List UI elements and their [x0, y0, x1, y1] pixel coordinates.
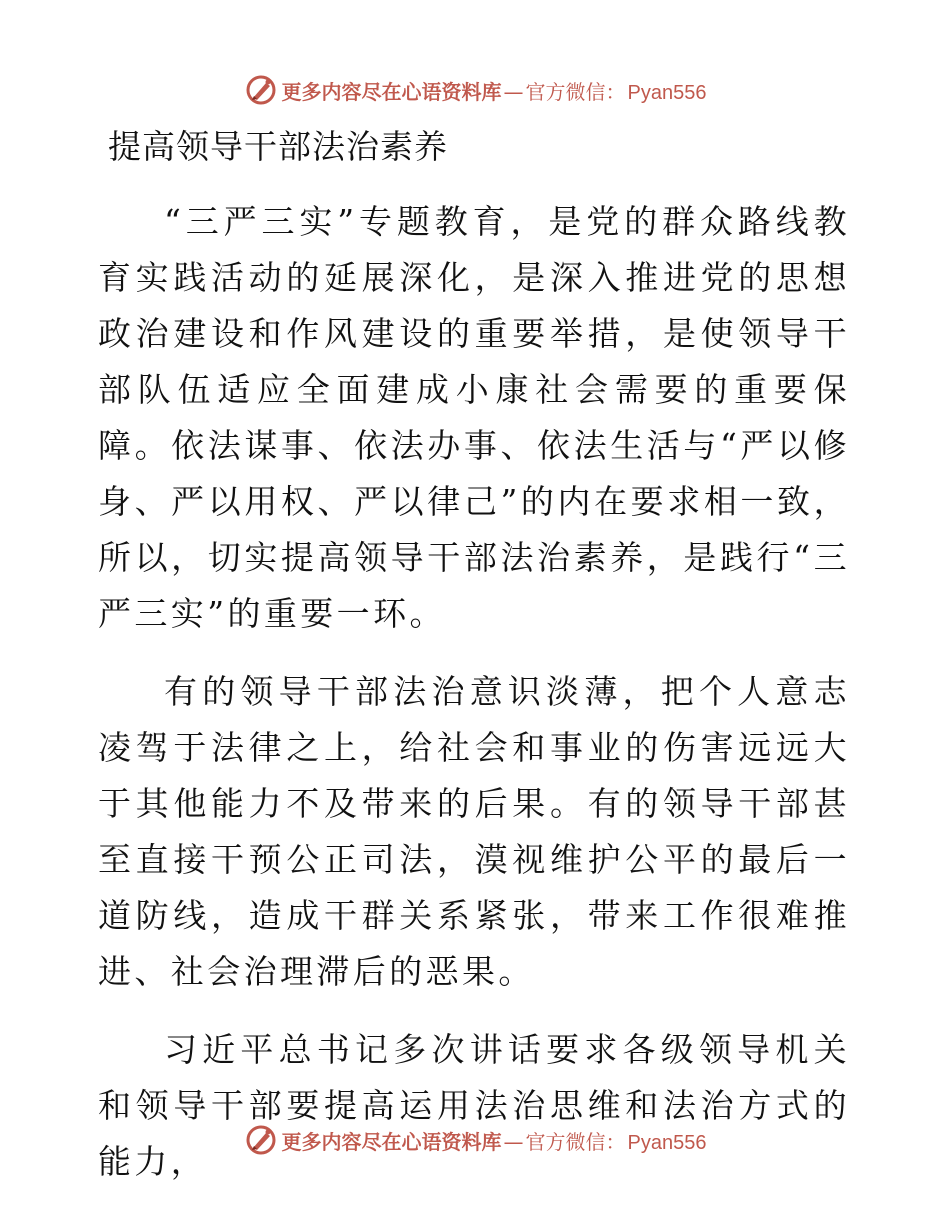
- watermark-id: Pyan556: [627, 81, 707, 104]
- watermark-text: [282, 76, 707, 105]
- watermark-separator: —: [503, 1129, 524, 1154]
- pen-logo-icon: [244, 1123, 278, 1157]
- pen-logo-icon: [244, 73, 278, 107]
- watermark-label: 官方微信：: [525, 1129, 626, 1154]
- footer-watermark: [0, 1120, 950, 1160]
- watermark-main-text: 更多内容尽在心语资料库: [281, 79, 502, 104]
- paragraph-1: “三严三实”专题教育，是党的群众路线教育实践活动的延展深化，是深入推进党的思想政治建设和作风建设的重要举措，是使领导干部队伍适应全面建成小康社会需要的重要保障。依法谋事、依法办事、依法生活与“严以修身、严以用权、严以律己”的内在要求相一致，所以，切实提高领导干部法治素养，是践行“三严三实”的重要一环。: [98, 202, 850, 633]
- paragraph-2: 有的领导干部法治意识淡薄，把个人意志凌驾于法律之上，给社会和事业的伤害远远大于其他能力不及带来的后果。有的领导干部甚至直接干预公正司法，漠视维护公平的最后一道防线，造成干群关系紧张，带来工作很难推进、社会治理滞后的恶果。: [98, 672, 850, 991]
- header-watermark: [0, 70, 950, 110]
- document-title: 提高领导干部法治素养: [108, 127, 448, 166]
- watermark-text: [282, 1126, 707, 1155]
- watermark-separator: —: [503, 79, 524, 104]
- watermark-main-text: 更多内容尽在心语资料库: [281, 1129, 502, 1154]
- watermark-id: Pyan556: [627, 1131, 707, 1154]
- paragraph-3: 习近平总书记多次讲话要求各级领导机关和领导干部要提高运用法治思维和法治方式的能力，: [98, 1030, 850, 1181]
- watermark-label: 官方微信：: [525, 79, 626, 104]
- document-body: [98, 194, 850, 1190]
